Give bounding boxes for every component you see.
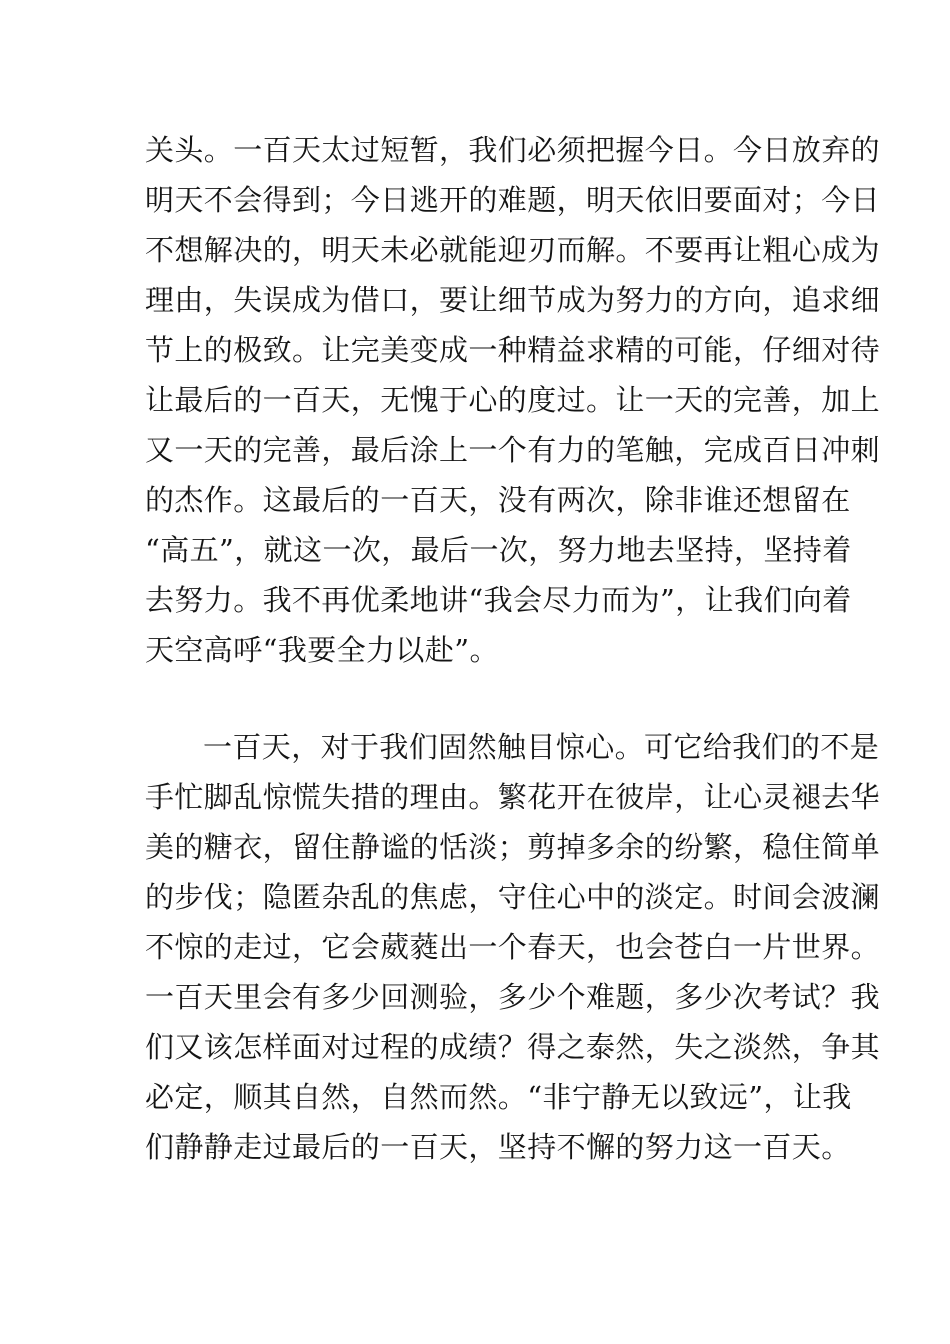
paragraph-1-line-3: 不想解决的，明天未必就能迎刃而解。不要再让粗心成为 (145, 233, 881, 267)
paragraph-1-line-7: 又一天的完善，最后涂上一个有力的笔触，完成百日冲刺 (145, 433, 881, 467)
paragraph-2-line-2: 手忙脚乱惊慌失措的理由。繁花开在彼岸，让心灵褪去华 (145, 780, 881, 814)
paragraph-2-line-5: 不惊的走过，它会葳蕤出一个春天，也会苍白一片世界。 (145, 930, 881, 964)
paragraph-1-line-2: 明天不会得到；今日逃开的难题，明天依旧要面对；今日 (145, 183, 881, 217)
paragraph-2-line-9: 们静静走过最后的一百天，坚持不懈的努力这一百天。 (145, 1130, 851, 1164)
paragraph-1-line-8: 的杰作。这最后的一百天，没有两次，除非谁还想留在 (145, 483, 851, 517)
paragraph-1-line-1: 关头。一百天太过短暂，我们必须把握今日。今日放弃的 (145, 133, 881, 167)
paragraph-1-line-4: 理由，失误成为借口，要让细节成为努力的方向，追求细 (145, 283, 881, 317)
paragraph-1-line-11: 天空高呼“我要全力以赴”。 (145, 633, 499, 667)
paragraph-2-line-3: 美的糖衣，留住静谧的恬淡；剪掉多余的纷繁，稳住简单 (145, 830, 881, 864)
paragraph-2-line-4: 的步伐；隐匿杂乱的焦虑，守住心中的淡定。时间会波澜 (145, 880, 881, 914)
paragraph-1-line-6: 让最后的一百天，无愧于心的度过。让一天的完善，加上 (145, 383, 881, 417)
paragraph-2-line-8: 必定，顺其自然，自然而然。“非宁静无以致远”，让我 (145, 1080, 852, 1114)
paragraph-1-line-5: 节上的极致。让完美变成一种精益求精的可能，仔细对待 (145, 333, 881, 367)
paragraph-1-line-9: “高五”，就这一次，最后一次，努力地去坚持，坚持着 (145, 533, 852, 567)
paragraph-2-line-1: 一百天，对于我们固然触目惊心。可它给我们的不是 (203, 730, 880, 764)
paragraph-2-line-7: 们又该怎样面对过程的成绩？得之泰然，失之淡然，争其 (145, 1030, 881, 1064)
paragraph-1-line-10: 去努力。我不再优柔地讲“我会尽力而为”，让我们向着 (145, 583, 852, 617)
paragraph-2-line-6: 一百天里会有多少回测验，多少个难题，多少次考试？我 (145, 980, 881, 1014)
